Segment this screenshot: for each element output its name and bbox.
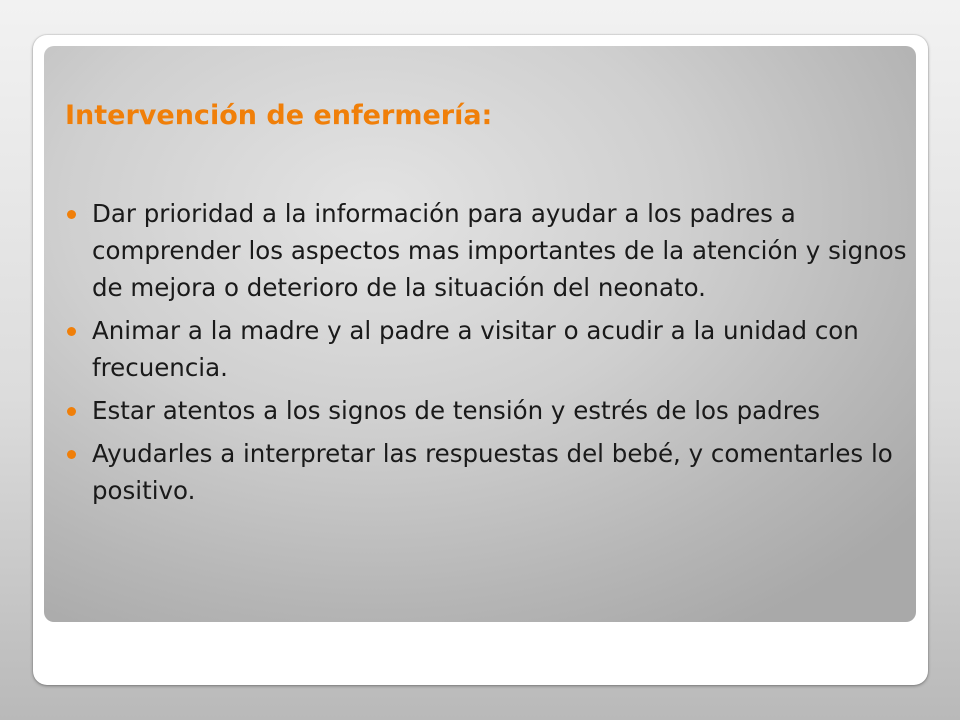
bullet-item	[65, 435, 925, 509]
bullet-dot-icon	[67, 327, 76, 336]
bullet-text: Estar atentos a los signos de tensión y estrés de los padres	[92, 396, 821, 425]
bullet-item	[65, 195, 925, 306]
bullet-text: Dar prioridad a la información para ayudar a los padres a comprender los aspectos mas importantes de la atención y signos de mejora o deterioro de la situación del neonato.	[92, 199, 907, 302]
bullet-dot-icon	[67, 450, 76, 459]
bullet-item	[65, 392, 925, 429]
bullet-item	[65, 312, 925, 386]
bullet-dot-icon	[67, 210, 76, 219]
slide-title: Intervención de enfermería:	[65, 100, 493, 131]
bullet-text: Animar a la madre y al padre a visitar o acudir a la unidad con frecuencia.	[92, 316, 859, 382]
bullet-dot-icon	[67, 407, 76, 416]
bullet-text: Ayudarles a interpretar las respuestas del bebé, y comentarles lo positivo.	[92, 439, 893, 505]
bullet-list	[65, 195, 925, 515]
